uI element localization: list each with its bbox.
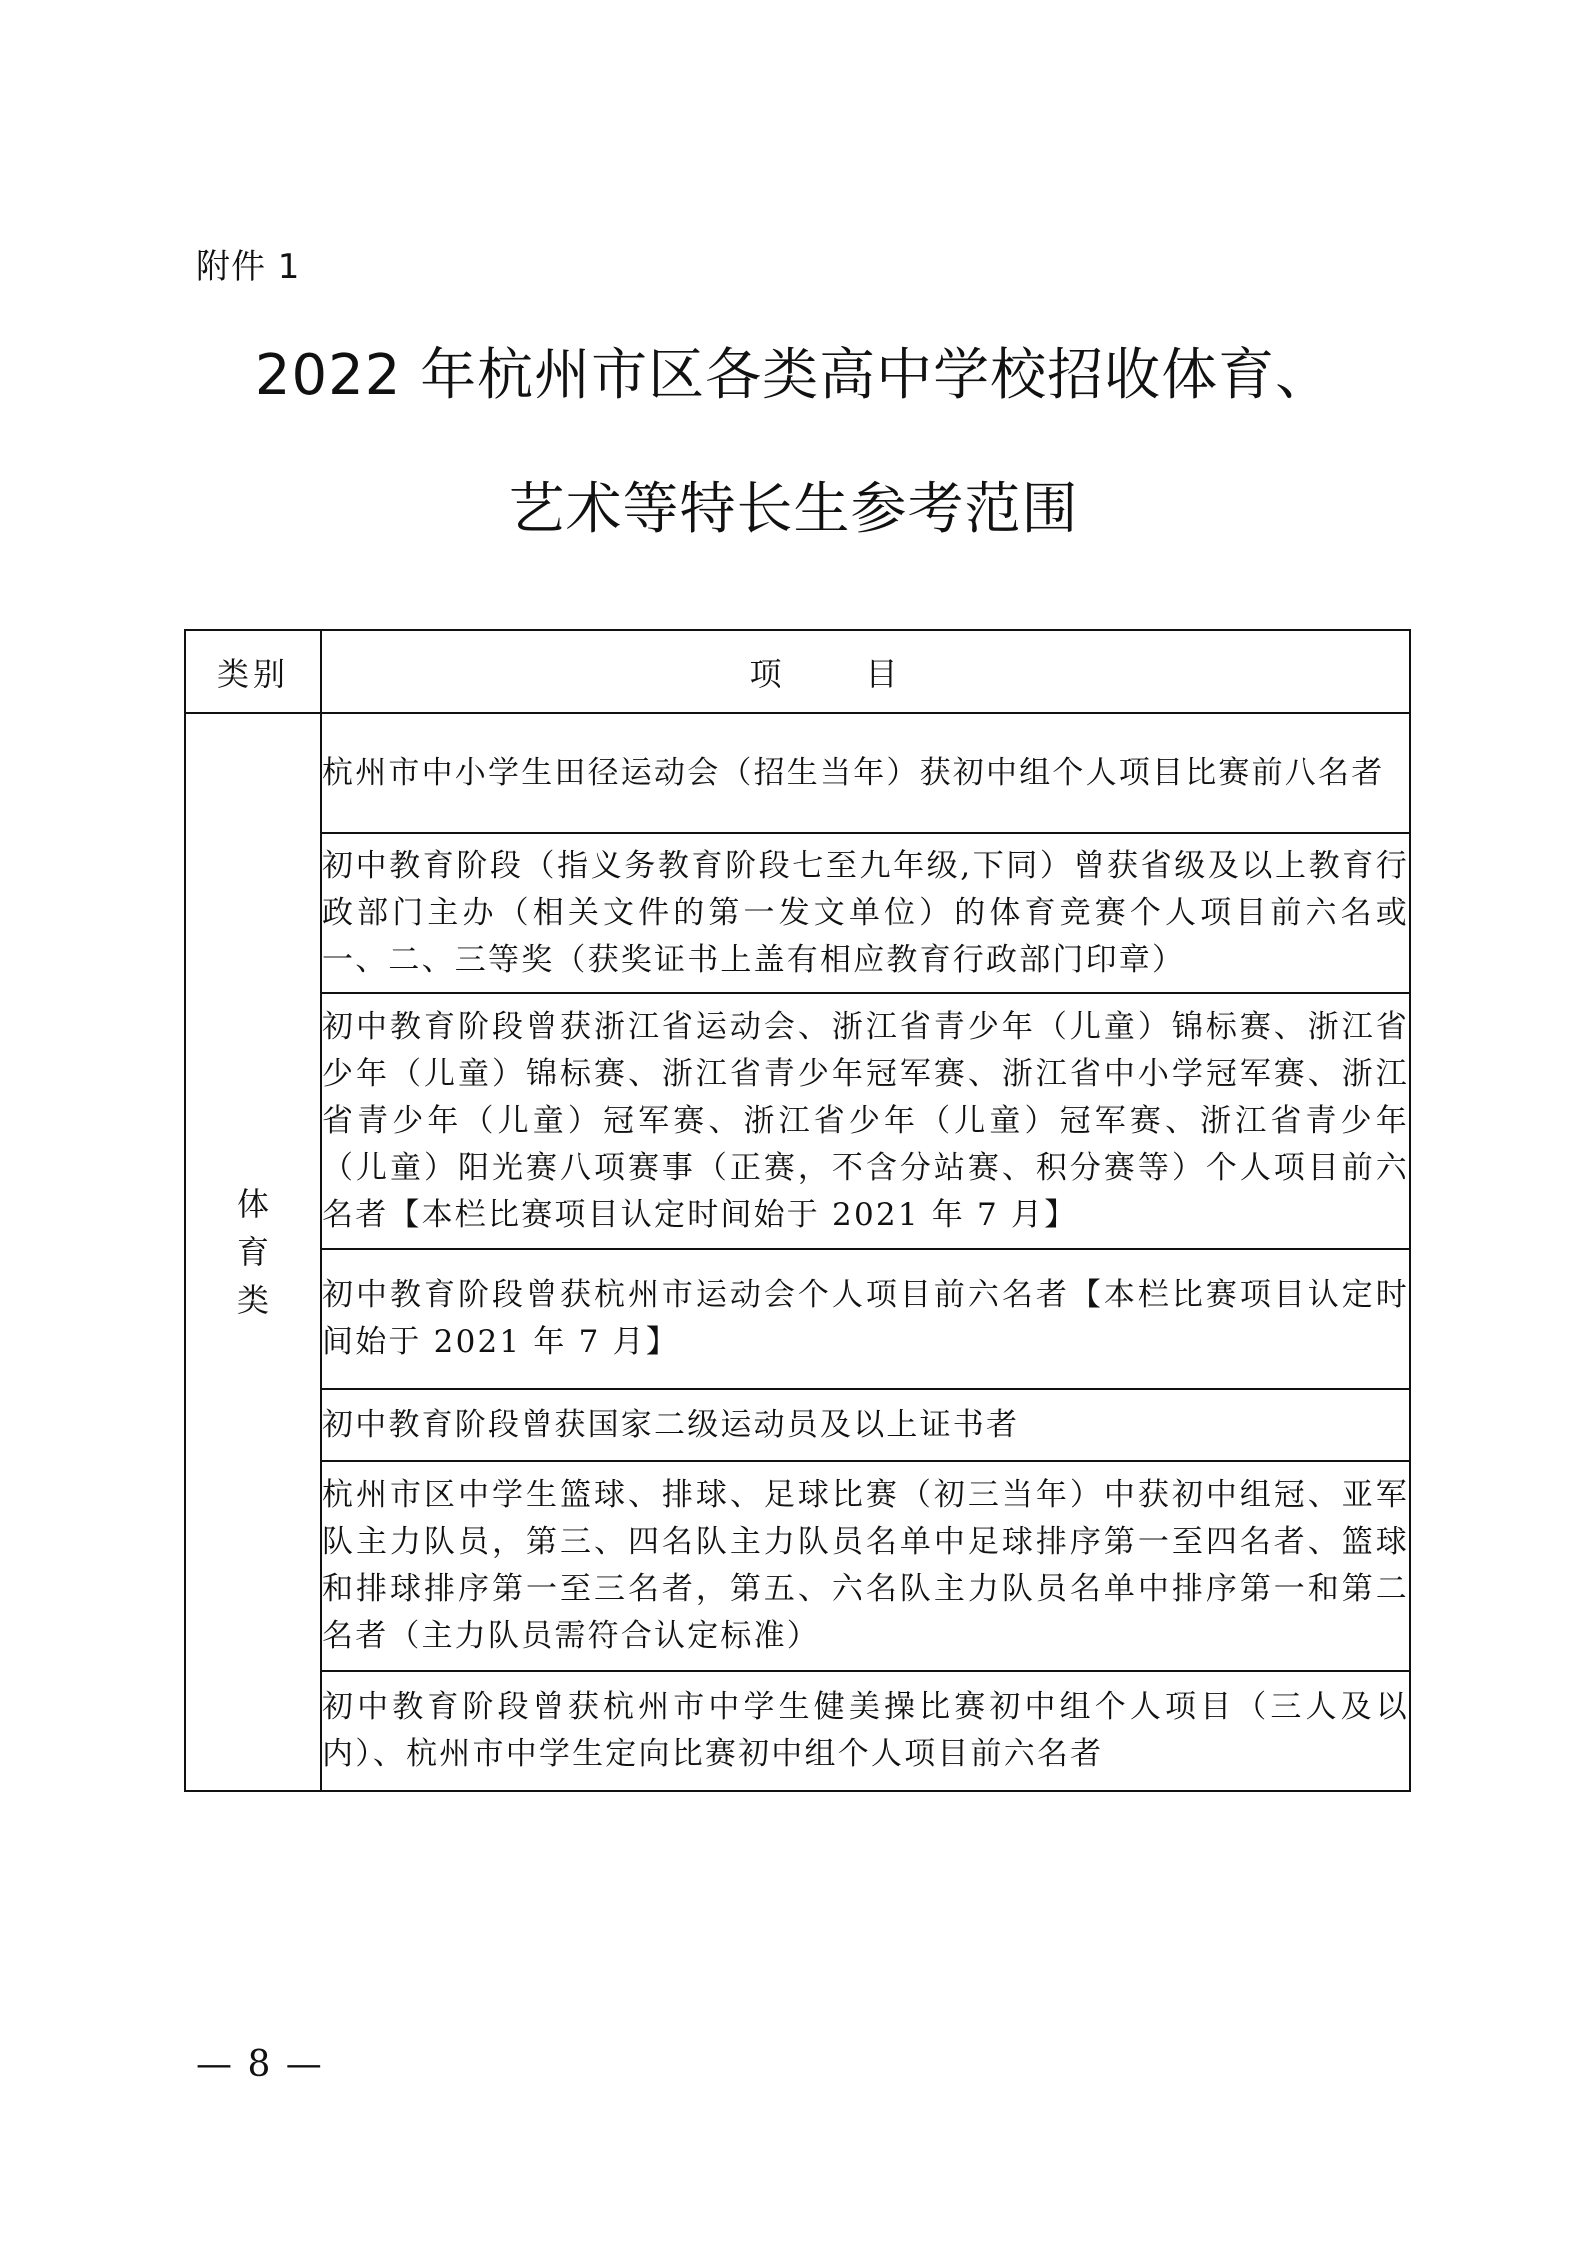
category-column-header: 类别 — [185, 630, 321, 713]
table-row — [185, 1249, 1410, 1389]
category-char: 类 — [236, 1281, 269, 1319]
table-row — [185, 1671, 1410, 1791]
table-row — [185, 1461, 1410, 1671]
item-cell: 杭州市区中学生篮球、排球、足球比赛（初三当年）中获初中组冠、亚军队主力队员，第三、四名队主力队员名单中足球排序第一至四名者、篮球和排球排序第一至三名者，第五、六名队主力队员名单中排序第一和第二名者（主力队员需符合认定标准） — [321, 1461, 1410, 1671]
attachment-label: 附件 1 — [196, 247, 301, 287]
page-title-line-1: 2022 年杭州市区各类高中学校招收体育、 — [254, 343, 1333, 408]
item-cell: 初中教育阶段（指义务教育阶段七至九年级,下同）曾获省级及以上教育行政部门主办（相关文件的第一发文单位）的体育竞赛个人项目前六名或一、二、三等奖（获奖证书上盖有相应教育行政部门印章） — [321, 833, 1410, 993]
table-row — [185, 713, 1410, 833]
item-cell: 杭州市中小学生田径运动会（招生当年）获初中组个人项目比赛前八名者 — [321, 713, 1410, 833]
item-cell: 初中教育阶段曾获浙江省运动会、浙江省青少年（儿童）锦标赛、浙江省少年（儿童）锦标赛、浙江省青少年冠军赛、浙江省中小学冠军赛、浙江省青少年（儿童）冠军赛、浙江省少年（儿童）冠军赛、浙江省青少年（儿童）阳光赛八项赛事（正赛，不含分站赛、积分赛等）个人项目前六名者【本栏比赛项目认定时间始于 2021 年 7 月】 — [321, 993, 1410, 1249]
table-row — [185, 1389, 1410, 1461]
table-row — [185, 993, 1410, 1249]
category-char: 育 — [236, 1233, 269, 1271]
category-char: 体 — [236, 1185, 269, 1223]
table-header-row — [185, 630, 1410, 713]
table-row — [185, 833, 1410, 993]
item-cell: 初中教育阶段曾获杭州市中学生健美操比赛初中组个人项目（三人及以内）、杭州市中学生定向比赛初中组个人项目前六名者 — [321, 1671, 1410, 1791]
page-number: — 8 — — [196, 2044, 324, 2085]
specialty-range-table — [184, 629, 1411, 1792]
item-cell: 初中教育阶段曾获国家二级运动员及以上证书者 — [321, 1389, 1410, 1461]
page-title-line-2: 艺术等特长生参考范围 — [508, 477, 1079, 542]
category-cell-sports — [185, 713, 321, 1791]
items-column-header: 项目 — [321, 630, 1410, 713]
item-cell: 初中教育阶段曾获杭州市运动会个人项目前六名者【本栏比赛项目认定时间始于 2021 年 7 月】 — [321, 1249, 1410, 1389]
